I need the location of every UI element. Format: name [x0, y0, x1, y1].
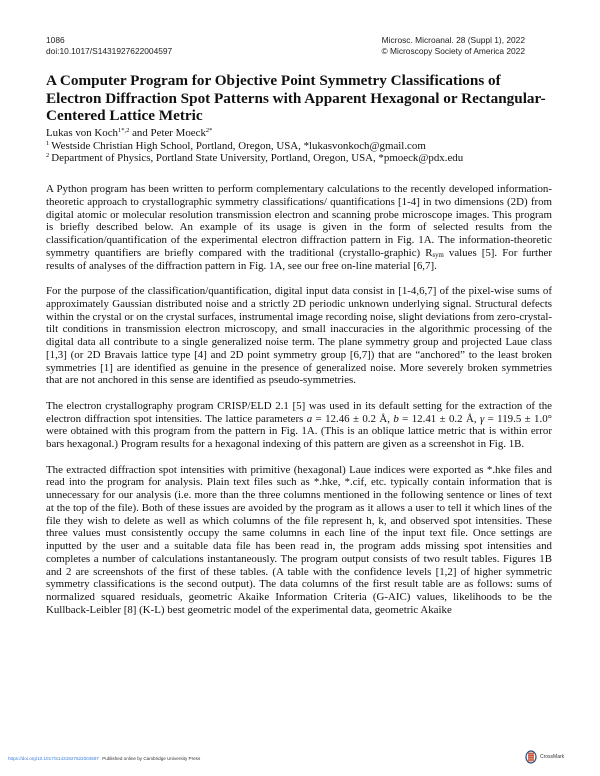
paragraph-text: = 119.5 ± 1.0° were obtained with this program from the pattern in Fig. 1A. (This is an oblique lattice metric that is within error bars hexagonal.) Program results for a hexagonal indexing of this pattern are given as a screenshot in Fig. 1B. [46, 412, 553, 451]
paragraph-text: values [5]. For further results of analyses of the diffraction pattern in Fig. 1A, see our free on-line material [6,7]. [46, 246, 552, 272]
paragraph: The extracted diffraction spot intensities with primitive (hexagonal) Laue indices were exported as *.hke files and read into the program for analysis. Plain text files such as *.hke, *.cif, etc. typically contain information that is unnecessary for our analysis (i.e. more than the three columns mentioned in the following sentence or lines of text at the top of the file). Both of these issues are avoided by the program as it allows a user to tell it which lines of the file they wish to delete as well as which columns of the file represent h, k, and observed spot intensities. These three values must consistently occupy the same columns in each line of the input text file. Once settings are inputted by the user and a suitable data file has been read in, the program adds missing spot intensities and completes a number of calculations instantaneously. The program output consists of two result tables. Figures 1B and 2 are screenshots of the first of these tables. (A table with the confidence levels [1,2] of higher symmetric symmetry classifications is the second output). The data columns of the first result table are as follows: sums of normalized squared residuals, geometric Akaike Information Criteria (G-AIC) values, likelihoods to be the Kullback-Leibler [8] (K-L) best geometric model of the experimental data, geometric Akaike [46, 463, 552, 616]
affiliation-number: 2 [46, 152, 50, 160]
affiliation [46, 152, 556, 165]
journal-citation: Microsc. Microanal. 28 (Suppl 1), 2022 [381, 35, 525, 45]
doi: doi:10.1017/S1431927622004597 [46, 46, 173, 56]
body-text [46, 183, 552, 629]
paper-title: A Computer Program for Objective Point Symmetry Classifications of Electron Diffraction Spot Patterns with Apparent Hexagonal or Rectangular-Centered Lattice Metric [46, 72, 546, 124]
author-block [46, 127, 556, 165]
author-line [46, 127, 556, 140]
author-connector: and [129, 127, 151, 139]
author-name: Lukas von Koch [46, 127, 118, 139]
crossmark-icon [525, 750, 537, 764]
page-number: 1086 [46, 35, 65, 45]
math-variable: b [393, 412, 399, 425]
doi-link[interactable]: https://doi.org/10.1017/S1431927622004597 [8, 756, 99, 761]
crossmark-label: CrossMark [540, 754, 565, 760]
crossmark-badge[interactable] [525, 750, 564, 764]
affiliation-number: 1 [46, 139, 50, 147]
paragraph [46, 400, 552, 451]
paragraph-text: = 12.46 ± 0.2 Å, [312, 412, 394, 425]
header-right [382, 35, 526, 57]
header-left [46, 35, 172, 57]
affiliation [46, 140, 556, 153]
paragraph-text: = 12.41 ± 0.2 Å, [398, 412, 480, 425]
affiliation-text: Westside Christian High School, Portland, Oregon, USA, *lukasvonkoch@gmail.com [51, 139, 426, 152]
copyright: © Microscopy Society of America 2022 [381, 46, 525, 56]
footer [8, 756, 200, 761]
paragraph-text: The electron crystallography program CRISP/ELD 2.1 [5] was used in its default setting for the extraction of the electron diffraction spot intensities. The lattice parameters [46, 399, 552, 425]
author-name: Peter Moeck [150, 127, 206, 139]
math-variable: a [306, 412, 313, 425]
affiliation-text: Department of Physics, Portland State University, Portland, Oregon, USA, *pmoeck@pdx.edu [51, 152, 464, 165]
published-note: Published online by Cambridge University Press [102, 756, 201, 761]
paragraph-text: A Python program has been written to perform complementary calculations to the recently developed information-theoretic approach to crystallographic symmetry classifications/ quantifications [1-4] in two dimensions (2D) from digital atomic or molecular resolution transmission electron and scanning probe microscope images. This program is briefly described below. An example of its usage is given in the form of selected results from the classification/quantification of the experimental electron diffraction pattern in Fig. 1A. The information-theoretic symmetry quantifiers are briefly compared with the traditional (crystallo-graphic) R [46, 183, 552, 259]
math-variable: γ [479, 412, 485, 425]
subscript: sym [432, 251, 444, 259]
author-affiliation-marker: 2* [205, 127, 213, 134]
paragraph: For the purpose of the classification/quantification, digital input data consist in [1-4,6,7] of the pixel-wise sums of approximately Gaussian distributed noise and a strictly 2D periodic unknown underlying signal. Structural defects within the crystal or on the crystal surfaces, instrumental image recording noise, slight deviations from zero-crystal-tilt conditions in transmission electron microscopy, and small inaccuracies in the algorithmic processing of the digital data all contribute to a single generalized noise term. The plane symmetry group and projected Laue class [1,3] (or 2D Bravais lattice type [4] and 2D point symmetry group [6,7]) that are “anchored” to the least broken symmetries [1] are identified as genuine in the presence of generalized noise. More severely broken symmetries that are not anchored in this sense are identified as pseudo-symmetries. [46, 285, 552, 387]
paragraph [46, 183, 552, 272]
author-affiliation-marker: 1*,2 [118, 127, 130, 134]
